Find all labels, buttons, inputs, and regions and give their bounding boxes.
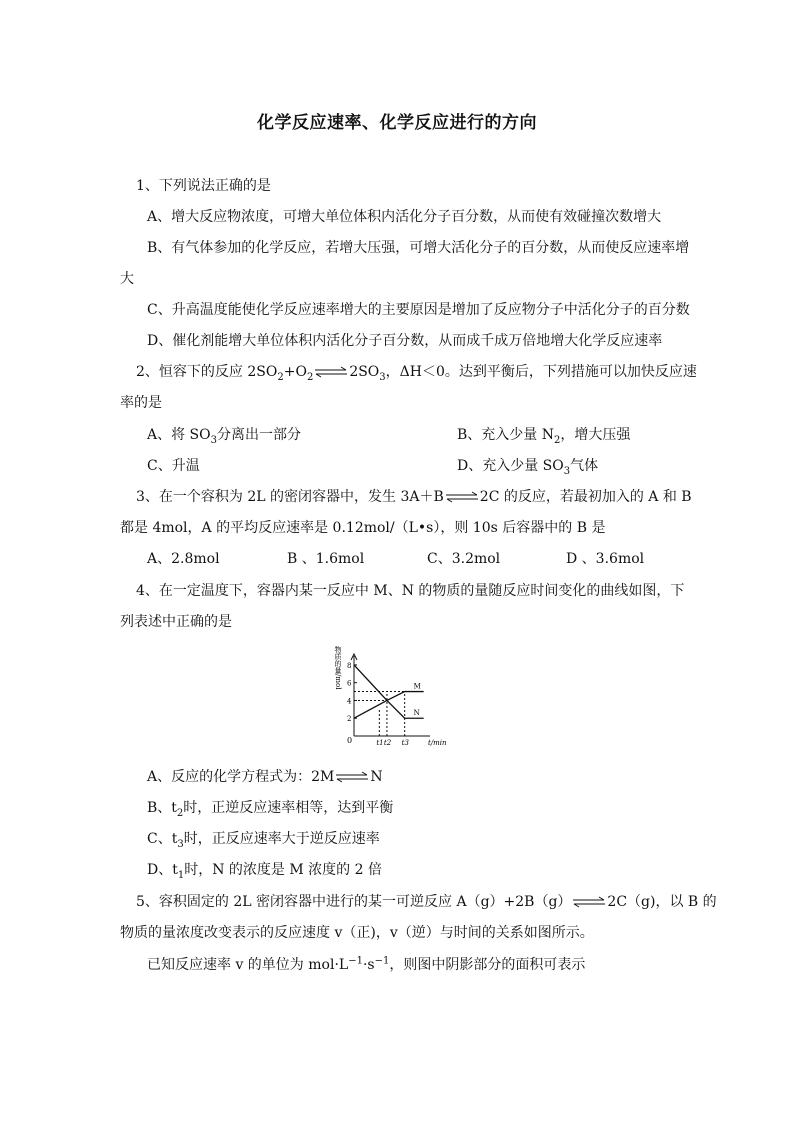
- series-label-N: N: [413, 709, 420, 718]
- series-label-M: M: [413, 682, 421, 691]
- equilibrium-arrow-icon: [445, 491, 479, 503]
- q2-option-b: B、充入少量 $N_2$，增大压强: [457, 427, 631, 446]
- y-tick-label: 2: [347, 715, 352, 724]
- q5-stem-cont: 物质的量浓度改变表示的反应速度 v（正)，v（逆）与时间的关系如图所示。: [120, 925, 594, 941]
- q1-option-a: A、增大反应物浓度，可增大单位体积内活化分子百分数，从而使有效碰撞次数增大: [147, 209, 662, 225]
- q3-option-b: B 、1.6mol: [287, 551, 365, 567]
- x-tick-label: t1: [376, 739, 384, 747]
- q1-stem: 1、下列说法正确的是: [136, 178, 271, 194]
- y-tick-label: 6: [347, 679, 352, 688]
- x-tick-label: t2: [383, 739, 392, 747]
- q1-option-b: B、有气体参加的化学反应，若增大压强，可增大活化分子的百分数，从而使反应速率增: [147, 240, 690, 256]
- q3-stem-cont: 都是 4mol，A 的平均反应速率是 0.12mol/（L•s），则 10s 后容器中的 B 是: [120, 520, 606, 536]
- equilibrium-arrow-icon: [572, 896, 606, 908]
- y-axis-label: 物质的量/mol: [334, 646, 342, 690]
- q5-stem-cont2: 已知反应速率 v 的单位为 $mol\cdot L^{-1}\cdot s^{-1}$，则图中阴影部分的面积可表示: [147, 955, 586, 973]
- q3-option-a: A、2.8mol: [147, 551, 220, 567]
- q1-option-b-cont: 大: [120, 271, 134, 287]
- q3-option-c: C、3.2mol: [427, 551, 501, 567]
- q4-option-b: B、$t_2$时，正逆反应速率相等，达到平衡: [147, 800, 394, 819]
- x-tick-label: t3: [401, 739, 409, 747]
- q3-option-d: D 、3.6mol: [566, 551, 645, 567]
- origin-label: 0: [347, 736, 353, 745]
- q4-amount-time-chart: [330, 642, 460, 752]
- q1-option-d: D、催化剂能增大单位体积内活化分子百分数，从而成千成万倍地增大化学反应速率: [147, 333, 663, 349]
- q4-option-d: D、$t_1$时，N 的浓度是 M 浓度的 2 倍: [147, 862, 382, 881]
- q4-option-a: A、反应的化学方程式为：2M N: [147, 769, 383, 785]
- q2-option-c: C、升温: [147, 458, 200, 474]
- q1-option-c: C、升高温度能使化学反应速率增大的主要原因是增加了反应物分子中活化分子的百分数: [147, 302, 690, 318]
- y-tick-label: 4: [347, 697, 352, 706]
- q4-stem: 4、在一定温度下，容器内某一反应中 M、N 的物质的量随反应时间变化的曲线如图，下: [136, 583, 685, 599]
- page-title: 化学反应速率、化学反应进行的方向: [257, 113, 537, 133]
- q2-stem-cont: 率的是: [120, 395, 162, 411]
- q4-option-c: C、$t_3$时，正反应速率大于逆反应速率: [147, 831, 380, 850]
- q4-stem-cont: 列表述中正确的是: [120, 614, 232, 630]
- x-axis-label: t/min: [428, 739, 447, 747]
- q3-stem: 3、在一个容积为 2L 的密闭容器中，发生 3A＋B 2C 的反应，若最初加入的 A 和 B: [136, 489, 692, 505]
- q5-stem: 5、容积固定的 2L 密闭容器中进行的某一可逆反应 A（g）+2B（g） 2C（g)，以 B 的: [136, 894, 717, 910]
- q2-stem: 2、恒容下的反应 $2SO_2+O_2$ $2SO_3$，ΔH＜0。达到平衡后，下列措施可以加快反应速: [136, 364, 697, 383]
- y-tick-label: 8: [347, 661, 352, 670]
- equilibrium-arrow-icon: [314, 366, 348, 378]
- equilibrium-arrow-icon: [335, 771, 369, 783]
- q2-option-d: D、充入少量 $SO_3$气体: [457, 458, 599, 477]
- q2-option-a: A、将 $SO_3$分离出一部分: [147, 427, 302, 446]
